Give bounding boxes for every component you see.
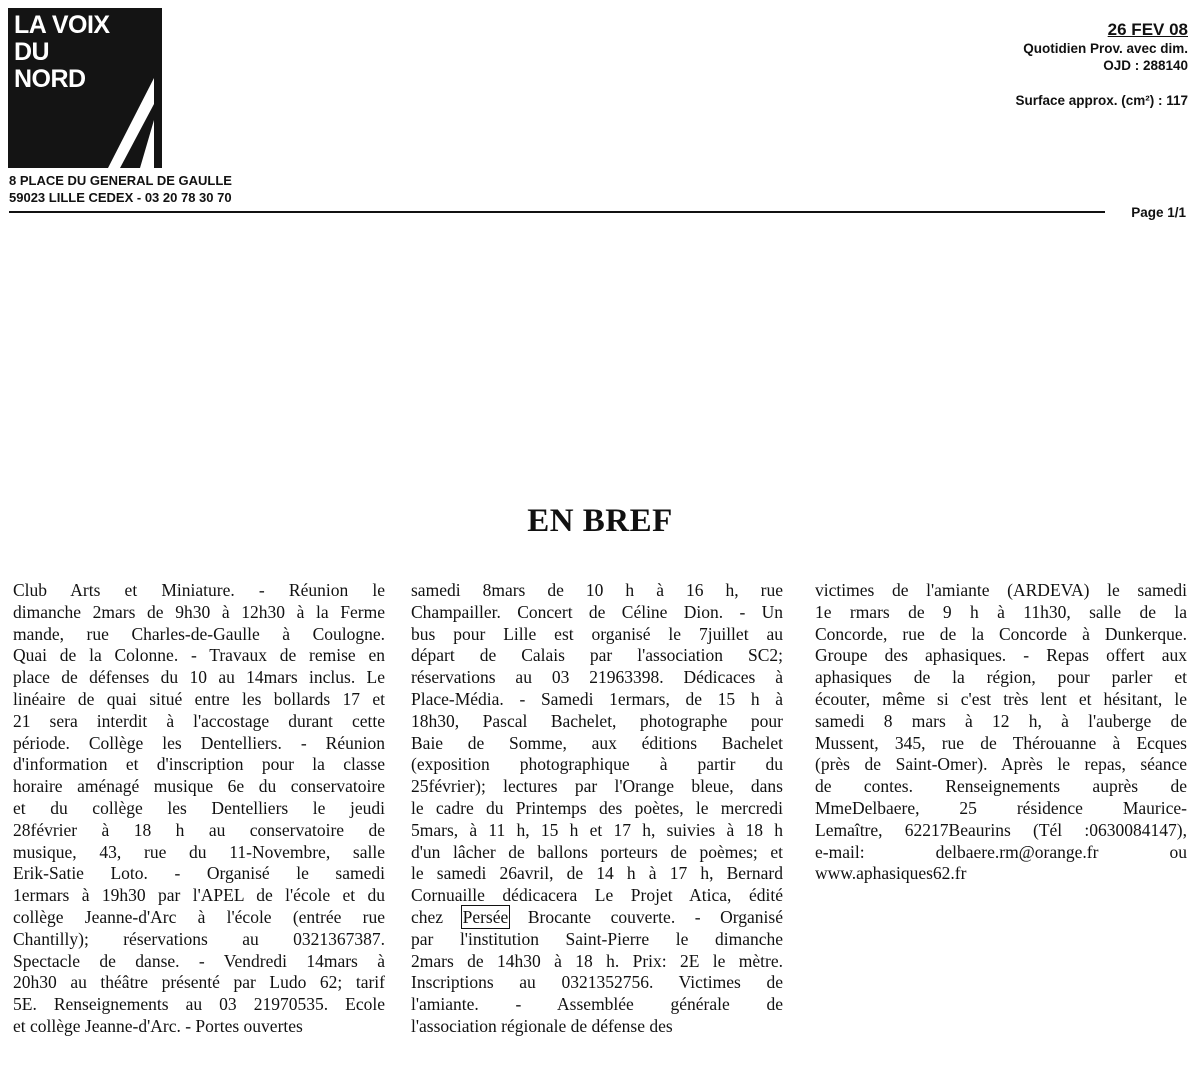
article-text-line: aphasiques de la région, pour parler et [815,667,1187,688]
article-text-line: place de défenses du 10 au 14mars inclus. Le [13,667,385,688]
article-text-line: www.aphasiques62.fr [815,863,967,884]
article-text-line: chez Persée Brocante couverte. - Organisé [411,906,783,927]
article-text-line: départ de Calais par l'association SC2; [411,645,783,666]
article-text-line: réservations au 03 21963398. Dédicaces à [411,667,783,688]
article-text-line: écouter, même si c'est très lent et hésitant, le [815,688,1187,709]
article-text-line: et du collège les Dentelliers le jeudi [13,797,385,818]
article-text-line: Quai de la Colonne. - Travaux de remise en [13,645,385,666]
article-text-line: Chantilly); réservations au 0321367387. [13,928,385,949]
publisher-address [9,172,232,206]
article-text-line: linéaire de quai situé entre les bollards 17 et [13,688,385,709]
page-number: Page 1/1 [1131,205,1186,220]
article-text-line: 1ermars à 19h30 par l'APEL de l'école et du [13,885,385,906]
publication-date: 26 FEV 08 [1107,20,1188,39]
surface-label: Surface approx. (cm²) : 117 [1015,93,1188,108]
article-text-line: Champailler. Concert de Céline Dion. - Un [411,601,783,622]
article-text-line: musique, 43, rue du 11-Novembre, salle [13,841,385,862]
article-text-line: Place-Média. - Samedi 1ermars, de 15 h à [411,688,783,709]
article-text-line: (exposition photographique à partir du [411,754,783,775]
article-text-line: 21 sera interdit à l'accostage durant cette [13,710,385,731]
article-text-line: (près de Saint-Omer). Après le repas, séance [815,754,1187,775]
header-divider [9,211,1105,213]
article-text-line: Inscriptions au 0321352756. Victimes de [411,972,783,993]
article-text-line: 25février); lectures par l'Orange bleue, dans [411,776,783,797]
article-headline: EN BREF [527,503,673,539]
article-text-line: Baie de Somme, aux éditions Bachelet [411,732,783,753]
article-text-line: Erik-Satie Loto. - Organisé le samedi [13,863,385,884]
article-text-line: Lemaître, 62217Beaurins (Tél :0630084147), [815,819,1187,840]
article-text-line: l'amiante. - Assemblée générale de [411,994,783,1015]
article-text-line: le samedi 26avril, de 14 h à 17 h, Bernard [411,863,783,884]
frequency-label: Quotidien Prov. avec dim. [1023,41,1188,56]
article-text-line: MmeDelbaere, 25 résidence Maurice- [815,797,1187,818]
article-text-line: et collège Jeanne-d'Arc. - Portes ouvertes [13,1015,303,1036]
article-text-line: e-mail: delbaere.rm@orange.fr ou [815,841,1187,862]
article-text-line: Groupe des aphasiques. - Repas offert aux [815,645,1187,666]
article-text-line: d'un lâcher de ballons porteurs de poèmes; et [411,841,783,862]
logo-wordmark [14,12,110,93]
article-text-line: le cadre du Printemps des poètes, le mercredi [411,797,783,818]
article-text-line: 28février à 18 h au conservatoire de [13,819,385,840]
article-column-3 [815,580,1187,885]
article-text-line: samedi 8 mars à 12 h, à l'auberge de [815,710,1187,731]
article-column-1 [13,580,385,1038]
article-text-line: 5E. Renseignements au 03 21970535. Ecole [13,994,385,1015]
article-text-line: 2mars de 14h30 à 18 h. Prix: 2E le mètre. [411,950,783,971]
article-text-line: Mussent, 345, rue de Thérouanne à Ecques [815,732,1187,753]
article-text-line: Cornuaille dédicacera Le Projet Atica, édité [411,885,783,906]
article-text-line: collège Jeanne-d'Arc à l'école (entrée rue [13,906,385,927]
article-text-line: Spectacle de danse. - Vendredi 14mars à [13,950,385,971]
article-text-line: 18h30, Pascal Bachelet, photographe pour [411,710,783,731]
article-text-line: bus pour Lille est organisé le 7juillet au [411,623,783,644]
ojd-label: OJD : 288140 [1103,58,1188,73]
article-text-line: mande, rue Charles-de-Gaulle à Coulogne. [13,623,385,644]
article-column-2 [411,580,783,1038]
logo-line-3: NORD [14,65,86,93]
article-text-line: Concorde, rue de la Concorde à Dunkerque. [815,623,1187,644]
newspaper-logo [8,8,162,168]
article-text-line: 1e rmars de 9 h à 11h30, salle de la [815,601,1187,622]
logo-line-2: DU [14,38,50,66]
article-text-line: Club Arts et Miniature. - Réunion le [13,580,385,600]
article-text-line: par l'institution Saint-Pierre le dimanche [411,928,783,949]
article-text-line: horaire aménagé musique 6e du conservatoire [13,776,385,797]
article-text-line: 5mars, à 11 h, 15 h et 17 h, suivies à 18 h [411,819,783,840]
address-line-1: 8 PLACE DU GENERAL DE GAULLE [9,173,232,188]
clipping-metadata [1015,20,1188,109]
article-text-line: 20h30 au théâtre présenté par Ludo 62; tarif [13,972,385,993]
logo-line-1: LA VOIX [14,11,110,39]
article-text-line: période. Collège les Dentelliers. - Réunion [13,732,385,753]
article-text-line: dimanche 2mars de 9h30 à 12h30 à la Ferme [13,601,385,622]
article-text-line: de contes. Renseignements auprès de [815,776,1187,797]
article-text-line: l'association régionale de défense des [411,1015,673,1036]
article-text-line: samedi 8mars de 10 h à 16 h, rue [411,580,783,600]
address-line-2: 59023 LILLE CEDEX - 03 20 78 30 70 [9,190,232,205]
highlighted-publisher-name: Persée [462,906,509,927]
article-text-line: d'information et d'inscription pour la classe [13,754,385,775]
article-text-line: victimes de l'amiante (ARDEVA) le samedi [815,580,1187,600]
